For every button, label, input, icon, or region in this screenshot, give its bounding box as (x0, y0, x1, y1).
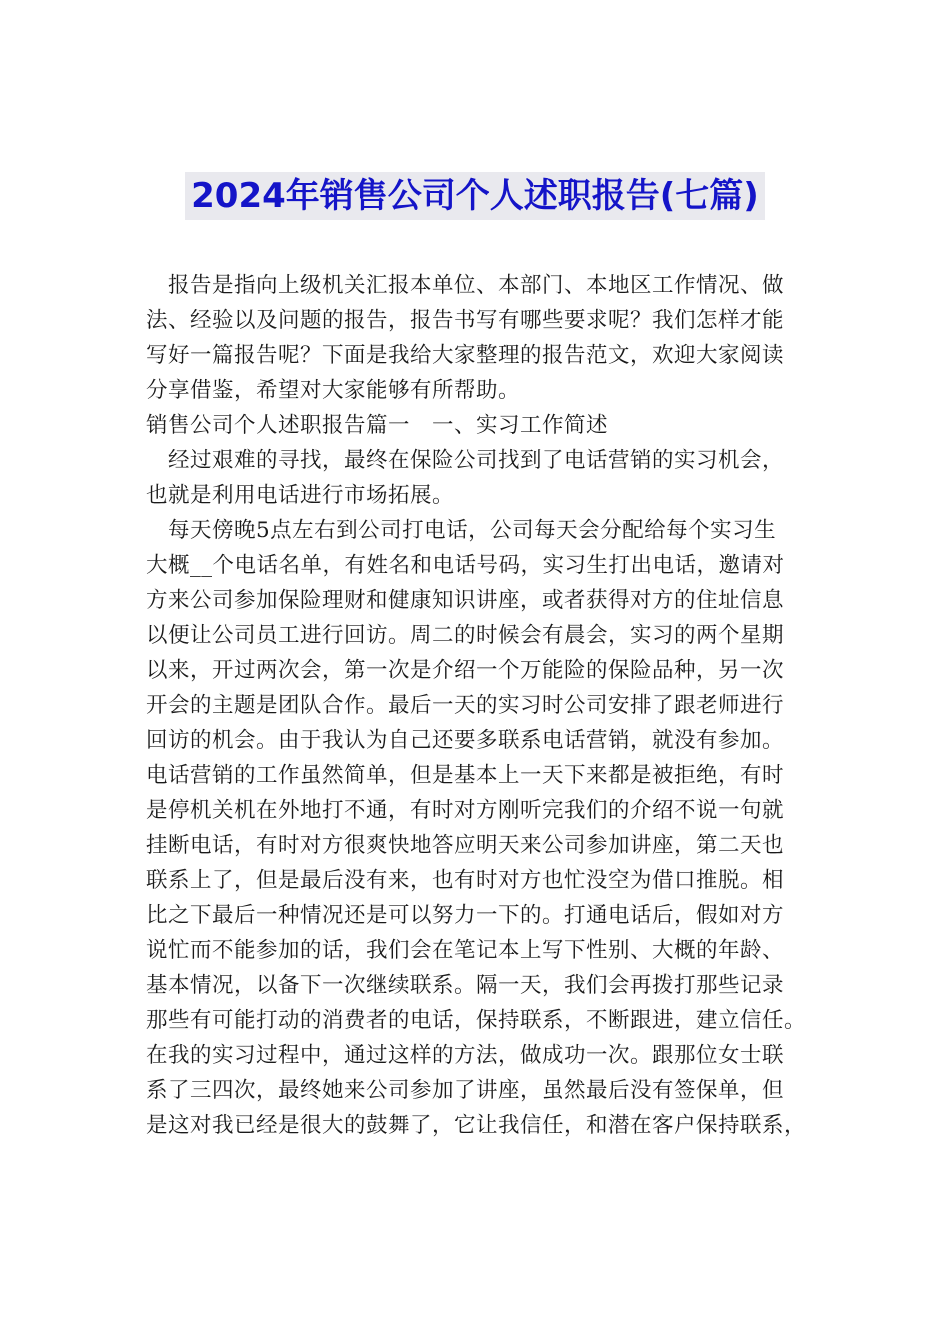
text-line: 在我的实习过程中，通过这样的方法，做成功一次。跟那位女士联 (146, 1043, 785, 1068)
text-line: 开会的主题是团队合作。最后一天的实习时公司安排了跟老师进行 (146, 693, 785, 718)
text-line: 是停机关机在外地打不通，有时对方刚听完我们的介绍不说一句就 (146, 798, 785, 823)
text-line: 挂断电话，有时对方很爽快地答应明天来公司参加讲座，第二天也 (146, 833, 785, 858)
text-line: 以便让公司员工进行回访。周二的时候会有晨会，实习的两个星期 (146, 623, 785, 648)
text-line: 说忙而不能参加的话，我们会在笔记本上写下性别、大概的年龄、 (146, 938, 785, 963)
text-line: 方来公司参加保险理财和健康知识讲座，或者获得对方的住址信息 (146, 588, 785, 613)
text-line: 每天傍晚5点左右到公司打电话，公司每天会分配给每个实习生 (168, 518, 777, 543)
text-line: 联系上了，但是最后没有来，也有时对方也忙没空为借口推脱。相 (146, 868, 785, 893)
text-line: 以来，开过两次会，第一次是介绍一个万能险的保险品种，另一次 (146, 658, 785, 683)
text-line: 回访的机会。由于我认为自己还要多联系电话营销，就没有参加。 (146, 728, 785, 753)
text-line: 大概__个电话名单，有姓名和电话号码，实习生打出电话，邀请对 (146, 553, 785, 578)
text-line: 比之下最后一种情况还是可以努力一下的。打通电话后，假如对方 (146, 903, 785, 928)
text-line: 经过艰难的寻找，最终在保险公司找到了电话营销的实习机会， (168, 448, 785, 473)
text-line: 销售公司个人述职报告篇一 一、实习工作简述 (146, 413, 609, 438)
text-line: 也就是利用电话进行市场拓展。 (146, 483, 455, 508)
text-line: 那些有可能打动的消费者的电话，保持联系，不断跟进，建立信任。 (146, 1008, 807, 1033)
text-line: 写好一篇报告呢？下面是我给大家整理的报告范文，欢迎大家阅读 (146, 343, 785, 368)
text-line: 报告是指向上级机关汇报本单位、本部门、本地区工作情况、做 (168, 273, 785, 298)
title-wrap (0, 172, 950, 220)
text-line: 系了三四次，最终她来公司参加了讲座，虽然最后没有签保单，但 (146, 1078, 785, 1103)
text-line: 分享借鉴，希望对大家能够有所帮助。 (146, 378, 521, 403)
text-line: 电话营销的工作虽然简单，但是基本上一天下来都是被拒绝，有时 (146, 763, 785, 788)
document-body (146, 268, 808, 1143)
text-line: 是这对我已经是很大的鼓舞了，它让我信任，和潜在客户保持联系， (146, 1113, 807, 1138)
document-title: 2024年销售公司个人述职报告(七篇) (185, 172, 765, 220)
text-line: 基本情况，以备下一次继续联系。隔一天，我们会再拨打那些记录 (146, 973, 785, 998)
text-line: 法、经验以及问题的报告，报告书写有哪些要求呢？我们怎样才能 (146, 308, 785, 333)
